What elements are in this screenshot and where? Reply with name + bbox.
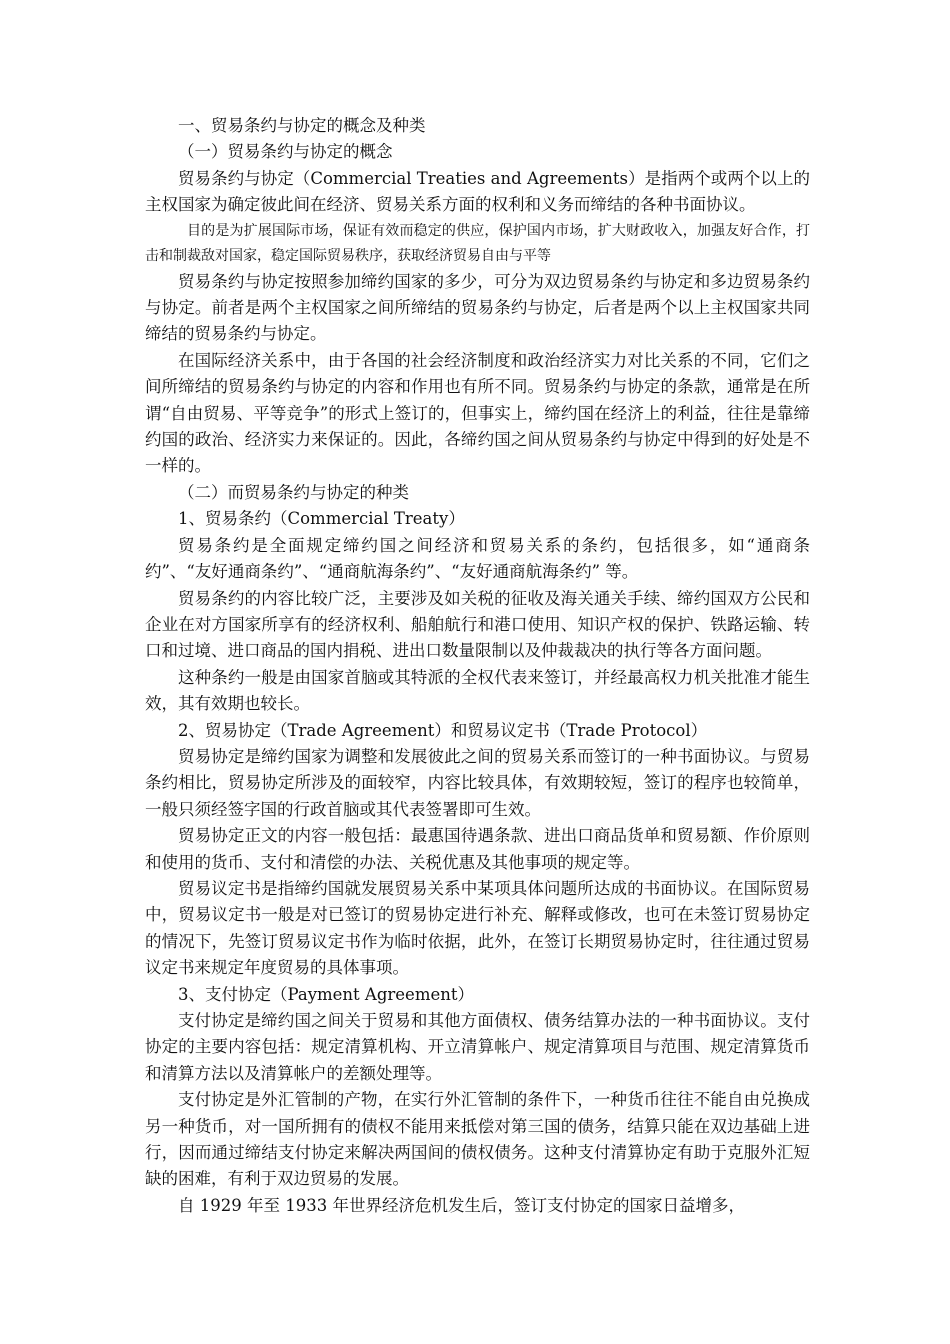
item-3-title: 3、支付协定（Payment Agreement） (178, 984, 474, 1004)
paragraph-treaty-content: 贸易条约的内容比较广泛，主要涉及如关税的征收及海关通关手续、缔约国双方公民和企业在对方国家所享有的经济权利、船舶航行和港口使用、知识产权的保护、铁路运输、转口和过境、进口商品的国内捐税、进出口数量限制以及仲裁裁决的执行等各方面问题。 (145, 588, 810, 661)
paragraph-definition: 贸易条约与协定（Commercial Treaties and Agreements）是指两个或两个以上的主权国家为确定彼此间在经济、贸易关系方面的权利和义务而缔结的各种书面协议。 (145, 168, 810, 215)
paragraph-payment-agreement: 支付协定是缔约国之间关于贸易和其他方面债权、债务结算办法的一种书面协议。支付协定的主要内容包括：规定清算机构、开立清算帐户、规定清算项目与范围、规定清算货币和清算方法以及清算帐户的差额处理等。 (145, 1011, 810, 1083)
paragraph-commercial-treaty: 贸易条约是全面规定缔约国之间经济和贸易关系的条约，包括很多，如“通商条约”、“友好通商条约”、“通商航海条约”、“友好通商航海条约” 等。 (145, 535, 810, 582)
paragraph-agreement-content: 贸易协定正文的内容一般包括：最惠国待遇条款、进出口商品货单和贸易额、作价原则和使用的货币、支付和清偿的办法、关税优惠及其他事项的规定等。 (145, 826, 810, 872)
section-1-title: （一）贸易条约与协定的概念 (178, 142, 393, 162)
section-2-title: （二）而贸易条约与协定的种类 (178, 482, 409, 502)
paragraph-trade-protocol: 贸易议定书是指缔约国就发展贸易关系中某项具体问题所达成的书面协议。在国际贸易中，贸易议定书一般是对已签订的贸易协定进行补充、解释或修改，也可在未签订贸易协定的情况下，先签订贸易议定书作为临时依据，此外，在签订长期贸易协定时，往往通过贸易议定书来规定年度贸易的具体事项。 (145, 878, 810, 978)
paragraph-treaty-signing: 这种条约一般是由国家首脑或其特派的全权代表来签订，并经最高权力机关批准才能生效，其有效期也较长。 (145, 667, 810, 714)
main-heading: 一、贸易条约与协定的概念及种类 (178, 116, 426, 135)
paragraph-purpose-note: 目的是为扩展国际市场，保证有效而稳定的供应，保护国内市场，扩大财政收入，加强友好合作，打击和制裁敌对国家，稳定国际贸易秩序，获取经济贸易自由与平等 (145, 222, 810, 264)
document-body (145, 113, 810, 1219)
paragraph-economic-crisis: 自 1929 年至 1933 年世界经济危机发生后，签订支付协定的国家日益增多， (178, 1195, 745, 1215)
paragraph-bilateral-multilateral: 贸易条约与协定按照参加缔约国家的多少，可分为双边贸易条约与协定和多边贸易条约与协定。前者是两个主权国家之间所缔结的贸易条约与协定，后者是两个以上主权国家共同缔结的贸易条约与协定。 (145, 271, 810, 344)
paragraph-trade-agreement: 贸易协定是缔约国家为调整和发展彼此之间的贸易关系而签订的一种书面协议。与贸易条约相比，贸易协定所涉及的面较窄，内容比较具体，有效期较短，签订的程序也较简单，一般只须经签字国的行政首脑或其代表签署即可生效。 (145, 746, 810, 819)
item-2-title: 2、贸易协定（Trade Agreement）和贸易议定书（Trade Protocol） (178, 720, 708, 740)
paragraph-economic-relations: 在国际经济关系中，由于各国的社会经济制度和政治经济实力对比关系的不同，它们之间所缔结的贸易条约与协定的内容和作用也有所不同。贸易条约与协定的条款，通常是在所谓“自由贸易、平等竞争”的形式上签订的，但事实上，缔约国在经济上的利益，往往是靠缔约国的政治、经济实力来保证的。因此，各缔约国之间从贸易条约与协定中得到的好处是不一样的。 (145, 350, 810, 476)
paragraph-exchange-control: 支付协定是外汇管制的产物，在实行外汇管制的条件下，一种货币往往不能自由兑换成另一种货币，对一国所拥有的债权不能用来抵偿对第三国的债务，结算只能在双边基础上进行，因而通过缔结支付协定来解决两国间的债权债务。这种支付清算协定有助于克服外汇短缺的困难，有利于双边贸易的发展。 (145, 1090, 810, 1189)
item-1-title: 1、贸易条约（Commercial Treaty） (178, 509, 465, 529)
